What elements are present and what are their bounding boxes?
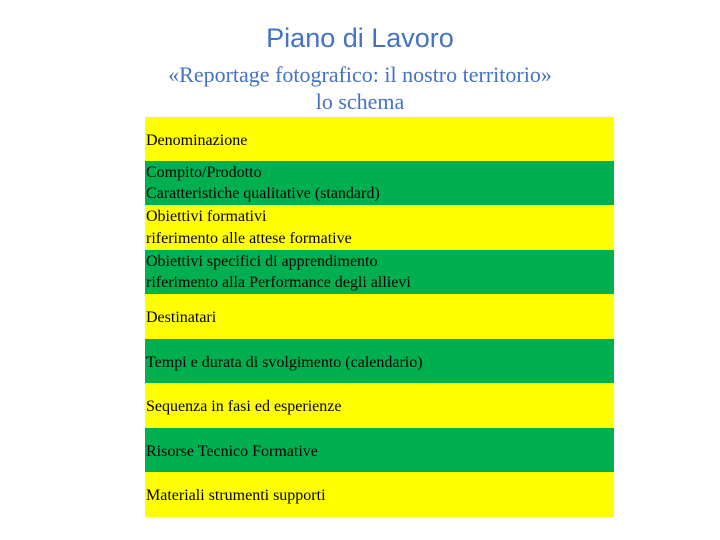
table-row-obiettivi-formativi [145,205,614,250]
table-row-tempi-durata [145,339,614,384]
row-label: Denominazione [146,131,248,149]
table-row-sequenza-fasi [145,383,614,428]
table-row-risorse [145,428,614,473]
row-label: Sequenza in fasi ed esperienze [146,398,342,415]
row-label: Destinatari [146,309,217,326]
page-title: Piano di Lavoro [266,23,454,53]
table-row-destinatari [145,294,614,339]
page-subtitle-line-2: lo schema [315,89,405,114]
row-label: Materiali strumenti supporti [146,487,326,504]
row-label: Obiettivi formativi riferimento alle attese formative [146,208,352,247]
row-label: Risorse Tecnico Formative [146,442,318,460]
table-row-compito-prodotto [145,161,614,206]
row-label: Compito/Prodotto Caratteristiche qualitative (standard) [146,163,380,203]
table-row-denominazione [145,117,614,161]
work-plan-table [145,117,614,517]
row-label: Tempi e durata di svolgimento (calendario) [146,353,423,371]
table-row-obiettivi-specifici [145,250,614,295]
table-row-materiali [145,472,614,517]
page-subtitle-line-1: «Reportage fotografico: il nostro territorio» [168,62,552,87]
row-label: Obiettivi specifici di apprendimento riferimento alla Performance degli allievi [146,252,411,292]
